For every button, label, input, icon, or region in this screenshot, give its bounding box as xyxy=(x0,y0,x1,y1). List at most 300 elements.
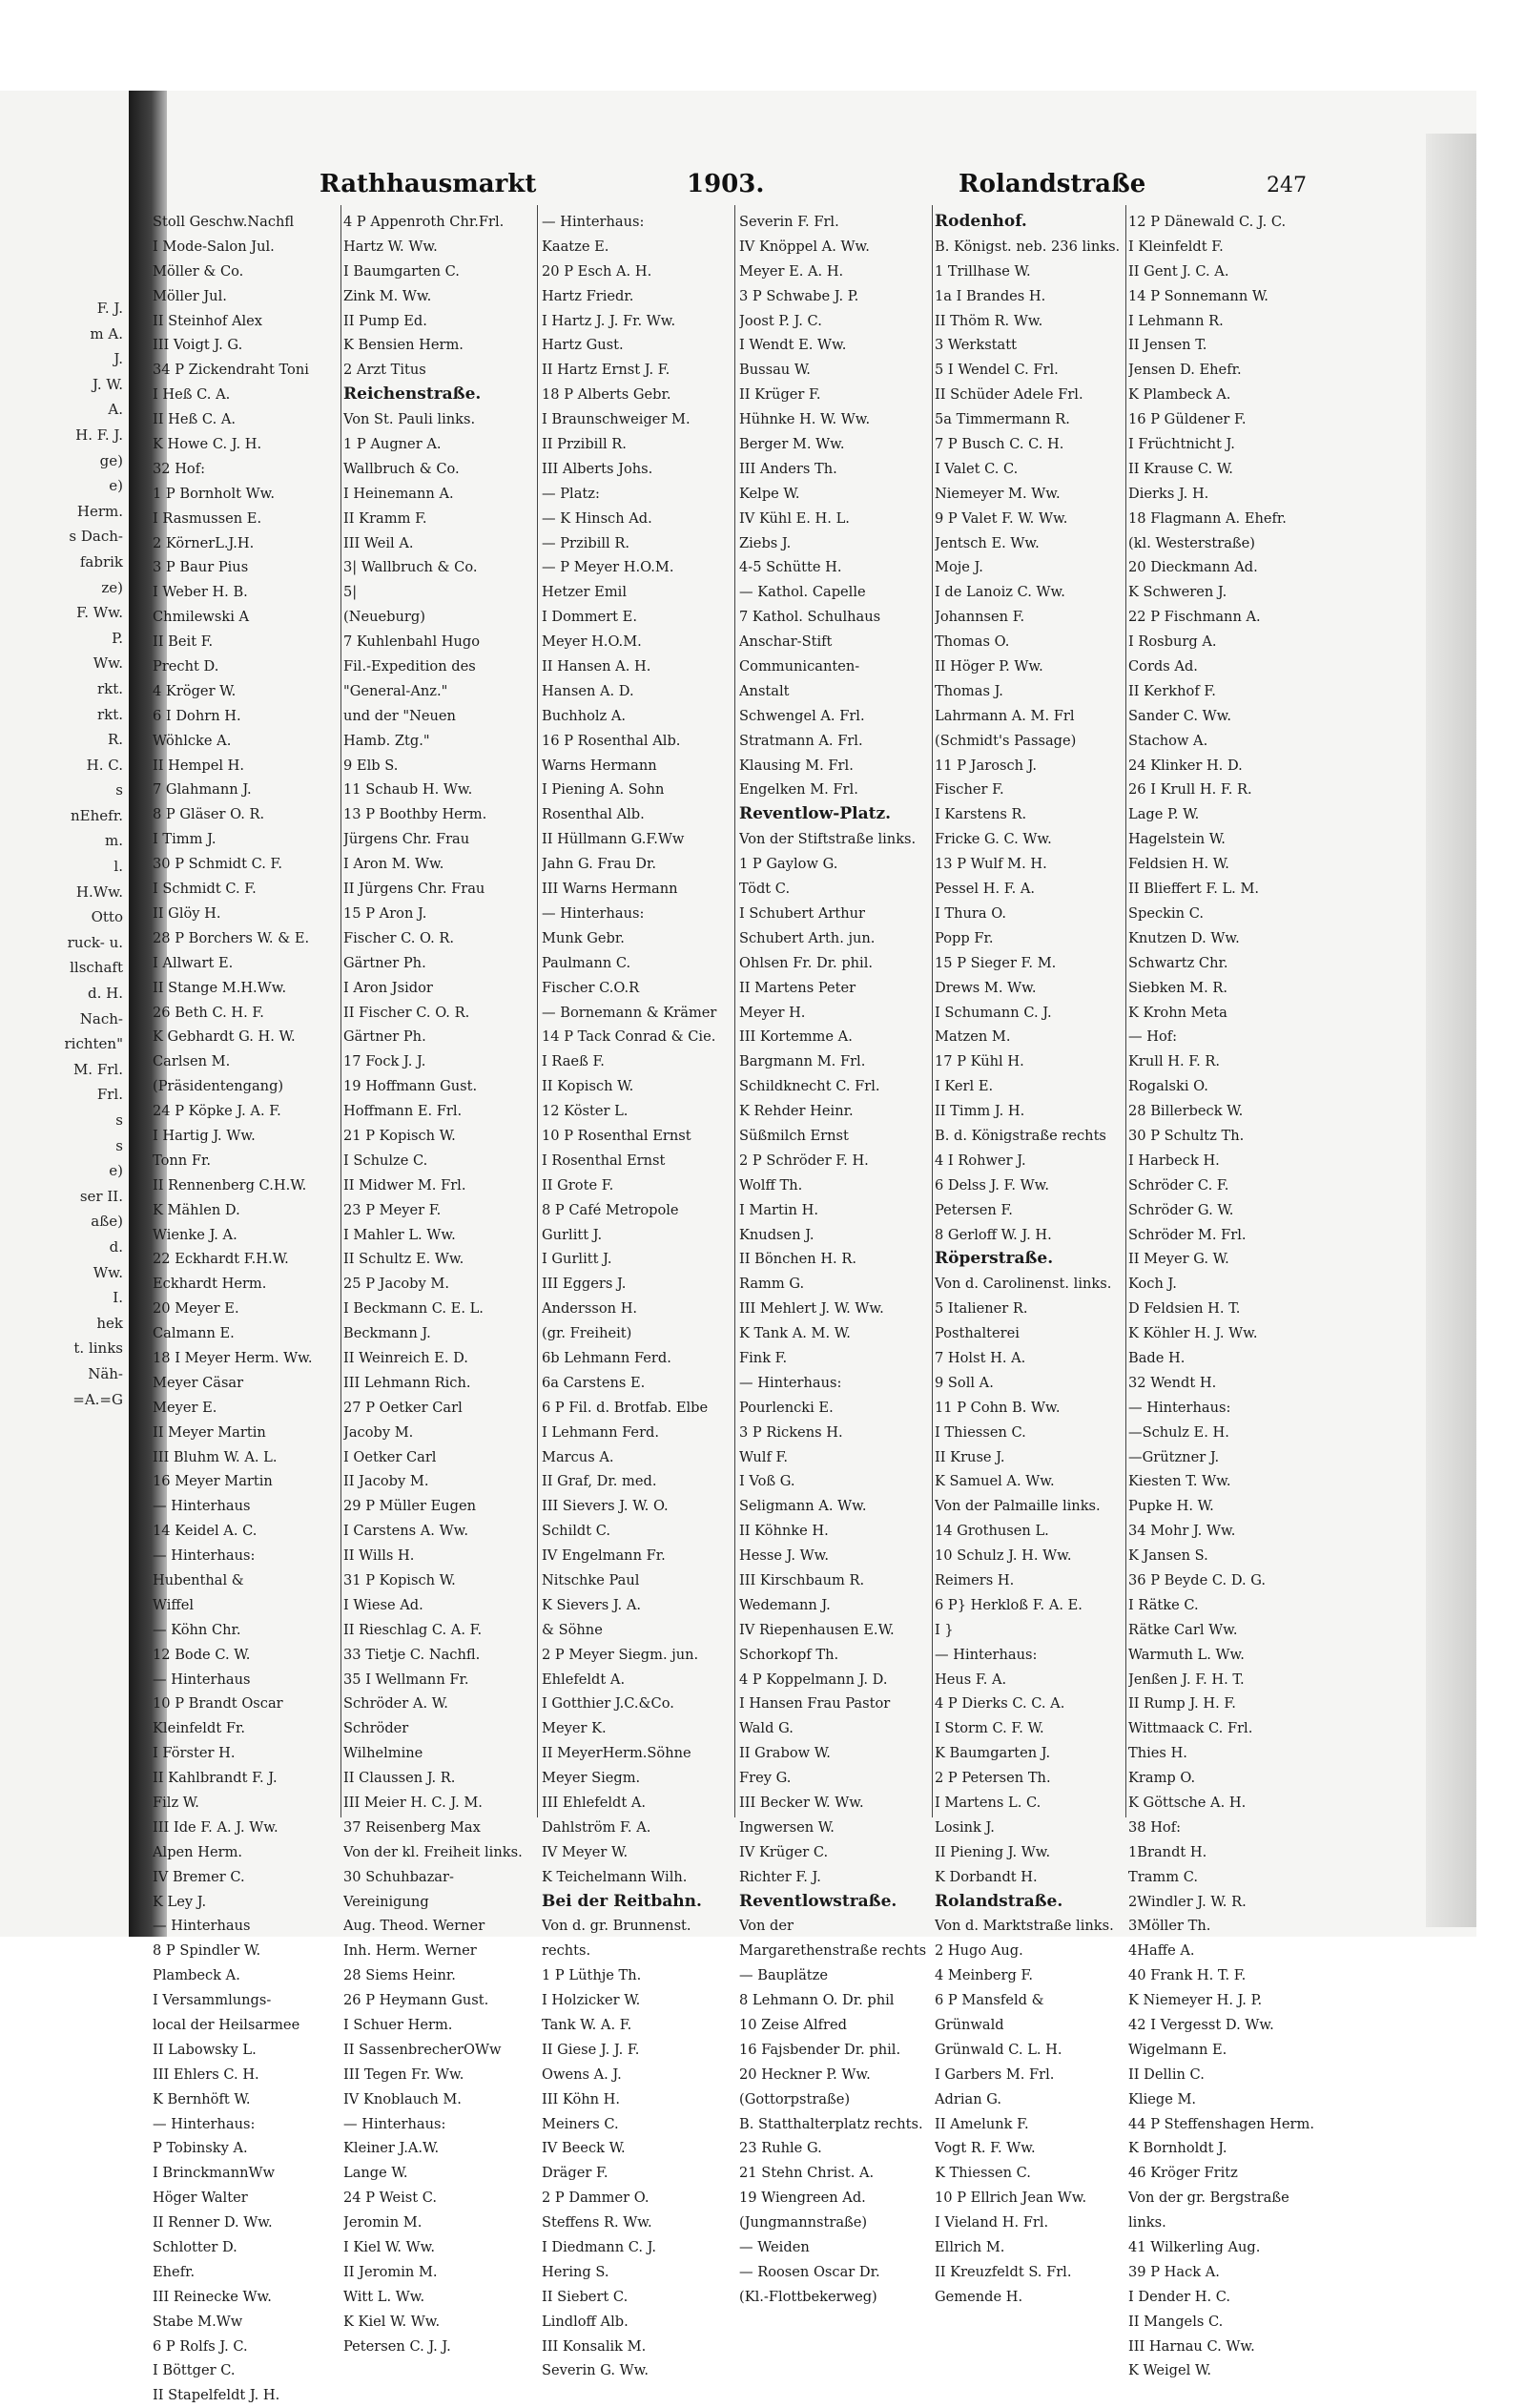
directory-entry: Fink F. xyxy=(739,1349,788,1366)
directory-entry: 8 P Spindler W. xyxy=(153,1942,261,1960)
directory-entry: K Kiel W. Ww. xyxy=(343,2313,441,2330)
directory-entry: I Thiessen C. xyxy=(935,1423,1026,1441)
directory-entry: 6a Carstens E. xyxy=(542,1374,646,1391)
directory-entry: Schildt C. xyxy=(542,1523,611,1540)
directory-entry: (gr. Freiheit) xyxy=(542,1325,632,1342)
directory-entry: Frey G. xyxy=(739,1770,792,1787)
prev-page-line: rkt. xyxy=(96,679,123,697)
directory-entry: II Pump Ed. xyxy=(343,312,427,329)
directory-entry: I de Lanoiz C. Ww. xyxy=(935,584,1065,601)
directory-entry: I Carstens A. Ww. xyxy=(343,1523,468,1540)
directory-entry: Schröder A. W. xyxy=(343,1695,448,1713)
directory-entry: I Böttger C. xyxy=(153,2362,236,2379)
directory-entry: Schröder xyxy=(343,1720,409,1737)
directory-entry: K Samuel A. Ww. xyxy=(935,1473,1055,1490)
directory-entry: Thies H. xyxy=(1128,1745,1187,1762)
directory-entry: 28 Billerbeck W. xyxy=(1128,1103,1244,1120)
directory-entry: — Hinterhaus: xyxy=(153,2115,256,2132)
directory-entry: Drews M. Ww. xyxy=(935,979,1037,996)
directory-entry: IV Beeck W. xyxy=(542,2140,626,2157)
directory-entry: Dräger F. xyxy=(542,2165,608,2182)
directory-entry: (Neueburg) xyxy=(343,609,425,626)
directory-entry: 9 P Valet F. W. Ww. xyxy=(935,509,1068,527)
page-number: 247 xyxy=(1267,174,1307,197)
directory-entry: Vogt R. F. Ww. xyxy=(935,2140,1036,2157)
directory-entry: 3Möller Th. xyxy=(1128,1918,1211,1935)
directory-entry: II Claussen J. R. xyxy=(343,1770,456,1787)
directory-entry: Wöhlcke A. xyxy=(153,732,232,749)
directory-entry: — Bauplätze xyxy=(739,1967,828,1984)
directory-entry: III Kirschbaum R. xyxy=(739,1571,865,1588)
directory-entry: II Wills H. xyxy=(343,1547,415,1565)
prev-page-line: rkt. xyxy=(96,705,123,723)
directory-entry: — P Meyer H.O.M. xyxy=(542,559,674,576)
directory-entry: Fischer C.O.R xyxy=(542,979,640,996)
directory-entry: — Hinterhaus: xyxy=(542,214,645,230)
directory-entry: Wallbruch & Co. xyxy=(343,460,460,477)
directory-entry: Tramm C. xyxy=(1128,1868,1199,1885)
directory-entry: Posthalterei xyxy=(935,1325,1020,1342)
directory-entry: 2 KörnerL.J.H. xyxy=(153,534,255,551)
directory-entry: IV Knöppel A. Ww. xyxy=(739,238,870,255)
directory-entry: 28 P Borchers W. & E. xyxy=(153,929,310,946)
directory-entry: Petersen C. J. J. xyxy=(343,2337,451,2355)
column-2 xyxy=(343,210,534,2358)
directory-entry: II Hansen A. H. xyxy=(542,658,651,675)
directory-entry: 12 P Dänewald C. J. C. xyxy=(1128,214,1287,230)
directory-entry: K Schweren J. xyxy=(1128,584,1227,601)
directory-entry: II Steinhof Alex xyxy=(153,312,263,329)
directory-entry: I } xyxy=(935,1621,954,1638)
directory-entry: II Heß C. A. xyxy=(153,411,237,428)
directory-entry: 4 I Rohwer J. xyxy=(935,1152,1026,1169)
directory-entry: Chmilewski A xyxy=(153,609,250,626)
directory-entry: rechts. xyxy=(542,1942,591,1960)
directory-entry: 2 Hugo Aug. xyxy=(935,1942,1023,1960)
directory-entry: Calmann E. xyxy=(153,1325,235,1342)
column-1 xyxy=(153,210,348,2408)
directory-entry: Hartz Friedr. xyxy=(542,287,634,304)
directory-entry: Von der Palmaille links. xyxy=(935,1498,1101,1515)
directory-entry: 3 P Rickens H. xyxy=(739,1423,843,1441)
prev-page-line: d. H. xyxy=(88,985,123,1003)
prev-page-line: e) xyxy=(109,1162,123,1180)
directory-entry: links. xyxy=(1128,2214,1166,2232)
prev-page-line: d. xyxy=(109,1237,123,1256)
directory-entry: Klausing M. Frl. xyxy=(739,757,854,774)
prev-page-line: P. xyxy=(112,629,123,647)
directory-entry: Hagelstein W. xyxy=(1128,831,1226,848)
directory-entry: 23 P Meyer F. xyxy=(343,1201,442,1218)
directory-entry: Rätke Carl Ww. xyxy=(1128,1621,1238,1638)
prev-page-line: hek xyxy=(96,1314,123,1332)
directory-entry: Niemeyer M. Ww. xyxy=(935,485,1061,502)
directory-entry: I Schuer Herm. xyxy=(343,2017,453,2034)
directory-entry: 14 Keidel A. C. xyxy=(153,1523,258,1540)
prev-page-line: J. xyxy=(113,350,123,368)
directory-entry: 1 Trillhase W. xyxy=(935,262,1031,280)
prev-page-line: F. J. xyxy=(96,300,123,317)
directory-entry: III Voigt J. G. xyxy=(153,337,243,354)
directory-entry: III Becker W. Ww. xyxy=(739,1795,864,1811)
directory-entry: Hubenthal & xyxy=(153,1571,244,1588)
directory-entry: I Schmidt C. F. xyxy=(153,881,257,898)
directory-entry: Seligmann A. Ww. xyxy=(739,1498,867,1515)
directory-entry: 20 Meyer E. xyxy=(153,1300,239,1318)
directory-entry: II Martens Peter xyxy=(739,979,856,996)
directory-entry: (Jungmannstraße) xyxy=(739,2214,868,2232)
directory-entry: IV Bremer C. xyxy=(153,1868,245,1885)
directory-entry: — Hinterhaus: xyxy=(739,1374,842,1391)
directory-entry: — Hinterhaus xyxy=(153,1918,251,1935)
directory-entry: 30 P Schultz Th. xyxy=(1128,1127,1245,1144)
directory-entry: Kiesten T. Ww. xyxy=(1128,1473,1231,1490)
directory-entry: K Weigel W. xyxy=(1128,2362,1212,2379)
directory-entry: II Thöm R. Ww. xyxy=(935,312,1043,329)
prev-page-line: ze) xyxy=(101,578,123,596)
directory-entry: 9 Elb S. xyxy=(343,757,399,774)
directory-entry: I Heß C. A. xyxy=(153,386,231,404)
directory-entry: — Roosen Oscar Dr. xyxy=(739,2263,880,2280)
directory-entry: Stoll Geschw.Nachfl xyxy=(153,214,295,230)
directory-entry: I Vieland H. Frl. xyxy=(935,2214,1049,2232)
column-separator xyxy=(932,205,933,1817)
directory-entry: III Ehlefeldt A. xyxy=(542,1795,647,1811)
directory-entry: 7 Kuhlenbahl Hugo xyxy=(343,633,481,651)
directory-entry: IV Krüger C. xyxy=(739,1843,829,1860)
header-right-street: Rolandstraße xyxy=(959,170,1146,198)
directory-entry: 36 P Beyde C. D. G. xyxy=(1128,1571,1267,1588)
directory-entry: Wilhelmine xyxy=(343,1745,423,1762)
directory-entry: I Baumgarten C. xyxy=(343,262,460,280)
directory-entry: IV Knoblauch M. xyxy=(343,2090,462,2107)
street-heading: Rolandstraße. xyxy=(935,1891,1063,1911)
directory-entry: 20 Dieckmann Ad. xyxy=(1128,559,1258,576)
directory-entry: Jacoby M. xyxy=(343,1423,414,1441)
directory-entry: 1Brandt H. xyxy=(1128,1843,1207,1860)
directory-entry: Buchholz A. xyxy=(542,707,627,724)
directory-entry: II Timm J. H. xyxy=(935,1103,1025,1120)
directory-entry: 11 Schaub H. Ww. xyxy=(343,781,473,799)
directory-entry: Hühnke H. W. Ww. xyxy=(739,411,871,428)
directory-entry: Kliege M. xyxy=(1128,2090,1197,2107)
directory-entry: II MeyerHerm.Söhne xyxy=(542,1745,691,1762)
directory-entry: I Beckmann C. E. L. xyxy=(343,1300,484,1318)
directory-entry: 8 P Café Metropole xyxy=(542,1201,679,1218)
prev-page-line: fabrik xyxy=(79,552,123,571)
directory-entry: local der Heilsarmee xyxy=(153,2017,300,2034)
directory-entry: B. Statthalterplatz rechts. xyxy=(739,2115,923,2132)
directory-entry: Cords Ad. xyxy=(1128,658,1198,675)
prev-page-line: e) xyxy=(109,477,123,495)
directory-entry: Popp Fr. xyxy=(935,929,994,946)
header-left-street: Rathhausmarkt xyxy=(320,170,537,198)
directory-entry: III Bluhm W. A. L. xyxy=(153,1448,278,1465)
directory-entry: Von d. gr. Brunnenst. xyxy=(542,1918,691,1935)
directory-entry: Munk Gebr. xyxy=(542,929,625,946)
directory-entry: II Labowsky L. xyxy=(153,2041,257,2058)
directory-entry: Hering S. xyxy=(542,2263,609,2280)
directory-entry: I Aron Jsidor xyxy=(343,979,433,996)
prev-page-line: m. xyxy=(105,832,123,850)
directory-entry: Wald G. xyxy=(739,1720,794,1737)
directory-entry: I Valet C. C. xyxy=(935,460,1019,477)
directory-entry: Pessel H. F. A. xyxy=(935,881,1036,898)
directory-entry: Stachow A. xyxy=(1128,732,1208,749)
directory-entry: Fischer C. O. R. xyxy=(343,929,455,946)
directory-entry: Thomas J. xyxy=(935,682,1003,699)
directory-entry: 4 Meinberg F. xyxy=(935,1967,1033,1984)
directory-entry: K Rehder Heinr. xyxy=(739,1103,854,1120)
directory-entry: Margarethenstraße rechts xyxy=(739,1942,927,1960)
directory-entry: Schröder G. W. xyxy=(1128,1201,1234,1218)
directory-entry: 14 Grothusen L. xyxy=(935,1523,1049,1540)
prev-page-line: aße) xyxy=(91,1213,123,1231)
directory-entry: Ohlsen Fr. Dr. phil. xyxy=(739,954,874,971)
prev-page-line: s Dach- xyxy=(69,528,123,546)
directory-entry: III Eggers J. xyxy=(542,1276,627,1293)
directory-entry: 4 P Appenroth Chr.Frl. xyxy=(343,214,505,230)
directory-entry: K Bernhöft W. xyxy=(153,2090,251,2107)
directory-entry: I Storm C. F. W. xyxy=(935,1720,1044,1737)
directory-entry: 28 Siems Heinr. xyxy=(343,1967,456,1984)
directory-entry: Von d. Carolinenst. links. xyxy=(935,1276,1112,1293)
directory-entry: Schwengel A. Frl. xyxy=(739,707,865,724)
prev-page-line: A. xyxy=(108,401,123,419)
directory-entry: II Renner D. Ww. xyxy=(153,2214,273,2232)
prev-page-line: H.Ww. xyxy=(75,882,123,901)
directory-entry: K Ley J. xyxy=(153,1893,207,1910)
directory-entry: — Hinterhaus: xyxy=(542,904,645,922)
directory-entry: II Jürgens Chr. Frau xyxy=(343,881,485,898)
directory-entry: Marcus A. xyxy=(542,1448,614,1465)
directory-entry: Vereinigung xyxy=(343,1893,429,1910)
directory-entry: 7 Glahmann J. xyxy=(153,781,252,799)
directory-entry: 14 P Tack Conrad & Cie. xyxy=(542,1028,716,1046)
directory-entry: Pourlencki E. xyxy=(739,1399,834,1416)
directory-entry: II Kreuzfeldt S. Frl. xyxy=(935,2263,1072,2280)
directory-entry: 6 P} Herkloß F. A. E. xyxy=(935,1596,1083,1613)
directory-entry: I BrinckmannWw xyxy=(153,2165,276,2182)
directory-entry: II Siebert C. xyxy=(542,2288,629,2305)
directory-entry: Krull H. F. R. xyxy=(1128,1053,1221,1070)
directory-entry: 3| Wallbruch & Co. xyxy=(343,559,478,576)
directory-entry: II Bönchen H. R. xyxy=(739,1251,856,1268)
directory-entry: 3 P Baur Pius xyxy=(153,559,249,576)
directory-entry: 46 Kröger Fritz xyxy=(1128,2165,1238,2182)
directory-entry: 20 Heckner P. Ww. xyxy=(739,2065,871,2083)
directory-entry: III Sievers J. W. O. xyxy=(542,1498,669,1515)
directory-entry: Fischer F. xyxy=(935,781,1004,799)
directory-entry: 40 Frank H. T. F. xyxy=(1128,1967,1247,1984)
column-3 xyxy=(542,210,723,2383)
directory-entry: — Hinterhaus: xyxy=(153,1547,256,1565)
directory-entry: Stratmann A. Frl. xyxy=(739,732,863,749)
directory-entry: — Platz: xyxy=(542,485,600,502)
directory-entry: Lange W. xyxy=(343,2165,408,2182)
directory-entry: III Anders Th. xyxy=(739,460,837,477)
directory-entry: Gärtner Ph. xyxy=(343,1028,426,1046)
directory-entry: 8 Gerloff W. J. H. xyxy=(935,1226,1052,1243)
prev-page-line: Otto xyxy=(91,908,123,926)
directory-entry: (Gottorpstraße) xyxy=(739,2090,851,2107)
directory-entry: Wittmaack C. Frl. xyxy=(1128,1720,1253,1737)
directory-entry: 17 P Kühl H. xyxy=(935,1053,1024,1070)
directory-entry: — Hinterhaus: xyxy=(1128,1399,1231,1416)
directory-entry: Rogalski O. xyxy=(1128,1078,1208,1095)
directory-entry: 2 P Schröder F. H. xyxy=(739,1152,869,1169)
directory-entry: I Schulze C. xyxy=(343,1152,428,1169)
directory-entry: Knudsen J. xyxy=(739,1226,815,1243)
directory-entry: 5 Italiener R. xyxy=(935,1300,1028,1318)
directory-entry: III Lehmann Rich. xyxy=(343,1374,471,1391)
directory-entry: I Timm J. xyxy=(153,831,217,848)
directory-entry: Plambeck A. xyxy=(153,1967,240,1984)
directory-entry: II Kruse J. xyxy=(935,1448,1005,1465)
column-5 xyxy=(935,210,1121,2310)
directory-entry: II Rieschlag C. A. F. xyxy=(343,1621,483,1638)
directory-entry: I Hartig J. Ww. xyxy=(153,1127,256,1144)
directory-entry: "General-Anz." xyxy=(343,682,448,699)
directory-entry: II Kahlbrandt F. J. xyxy=(153,1770,278,1787)
directory-entry: 32 Wendt H. xyxy=(1128,1374,1217,1391)
prev-page-line: M. Frl. xyxy=(72,1060,123,1078)
directory-entry: Jentsch E. Ww. xyxy=(935,534,1040,551)
prev-page-line: llschaft xyxy=(70,959,123,977)
directory-entry: Höger Walter xyxy=(153,2190,248,2207)
directory-entry: P Tobinsky A. xyxy=(153,2140,248,2157)
directory-entry: 29 P Müller Eugen xyxy=(343,1498,477,1515)
directory-entry: IV Engelmann Fr. xyxy=(542,1547,666,1565)
directory-entry: I Heinemann A. xyxy=(343,485,454,502)
directory-entry: III Weil A. xyxy=(343,534,414,551)
directory-entry: II Rennenberg C.H.W. xyxy=(153,1176,307,1194)
directory-entry: 39 P Hack A. xyxy=(1128,2263,1220,2280)
directory-entry: Dierks J. H. xyxy=(1128,485,1209,502)
directory-entry: 13 P Wulf M. H. xyxy=(935,856,1047,873)
directory-entry: I Mode-Salon Jul. xyxy=(153,238,275,255)
directory-entry: II Hempel H. xyxy=(153,757,245,774)
directory-entry: II Hüllmann G.F.Ww xyxy=(542,831,685,848)
directory-entry: 7 Kathol. Schulhaus xyxy=(739,609,881,626)
directory-entry: I Voß G. xyxy=(739,1473,795,1490)
directory-entry: K Dorbandt H. xyxy=(935,1868,1038,1885)
directory-entry: Hesse J. Ww. xyxy=(739,1547,830,1565)
directory-entry: III Harnau C. Ww. xyxy=(1128,2337,1255,2355)
directory-entry: 1 P Bornholt Ww. xyxy=(153,485,276,502)
directory-entry: I Piening A. Sohn xyxy=(542,781,665,799)
directory-entry: 8 Lehmann O. Dr. phil xyxy=(739,1992,895,2009)
directory-entry: III Köhn H. xyxy=(542,2090,621,2107)
directory-entry: Reimers H. xyxy=(935,1571,1015,1588)
directory-entry: I Hansen Frau Pastor xyxy=(739,1695,891,1713)
directory-entry: K Bensien Herm. xyxy=(343,337,464,354)
page-edge xyxy=(1426,134,1476,1927)
directory-entry: Witt L. Ww. xyxy=(343,2288,425,2305)
directory-entry: 42 I Vergesst D. Ww. xyxy=(1128,2017,1274,2034)
directory-entry: Wienke J. A. xyxy=(153,1226,237,1243)
directory-entry: Lahrmann A. M. Frl xyxy=(935,707,1075,724)
directory-entry: 9 Soll A. xyxy=(935,1374,994,1391)
street-heading: Reventlowstraße. xyxy=(739,1891,897,1911)
directory-entry: K Krohn Meta xyxy=(1128,1004,1227,1021)
directory-entry: I Martens L. C. xyxy=(935,1795,1041,1811)
directory-entry: Paulmann C. xyxy=(542,954,631,971)
directory-entry: K Jansen S. xyxy=(1128,1547,1208,1565)
prev-page-line: ge) xyxy=(99,451,123,469)
directory-entry: Fil.-Expedition des xyxy=(343,658,476,675)
directory-entry: I Raeß F. xyxy=(542,1053,605,1070)
directory-entry: Ziebs J. xyxy=(739,534,792,551)
directory-entry: II Midwer M. Frl. xyxy=(343,1176,466,1194)
prev-page-line: =A.=G xyxy=(72,1390,123,1408)
directory-entry: Feldsien H. W. xyxy=(1128,856,1229,873)
directory-entry: I Früchtnicht J. xyxy=(1128,436,1235,453)
directory-entry: —Schulz E. H. xyxy=(1128,1423,1229,1441)
directory-entry: Möller & Co. xyxy=(153,262,244,280)
directory-entry: 22 P Fischmann A. xyxy=(1128,609,1261,626)
directory-entry: 22 Eckhardt F.H.W. xyxy=(153,1251,289,1268)
directory-entry: Hamb. Ztg." xyxy=(343,732,430,749)
directory-entry: 4 P Koppelmann J. D. xyxy=(739,1671,888,1688)
directory-entry: Moje J. xyxy=(935,559,983,576)
directory-entry: 30 P Schmidt C. F. xyxy=(153,856,283,873)
directory-entry: und der "Neuen xyxy=(343,707,456,724)
column-separator xyxy=(1125,205,1126,1817)
previous-page-fragment xyxy=(0,91,129,1937)
prev-page-line: H. C. xyxy=(86,756,123,774)
directory-entry: 26 Beth C. H. F. xyxy=(153,1004,264,1021)
directory-entry: Kramp O. xyxy=(1128,1770,1196,1787)
prev-page-line: Ww. xyxy=(93,654,123,673)
directory-entry: (Präsidentengang) xyxy=(153,1078,284,1095)
directory-entry: Petersen F. xyxy=(935,1201,1013,1218)
directory-entry: Bade H. xyxy=(1128,1349,1186,1366)
directory-entry: — Hof: xyxy=(1128,1028,1178,1046)
directory-entry: II Mangels C. xyxy=(1128,2313,1224,2330)
directory-entry: K Bornholdt J. xyxy=(1128,2140,1227,2157)
directory-entry: — Weiden xyxy=(739,2239,810,2256)
directory-entry: 41 Wilkerling Aug. xyxy=(1128,2239,1261,2256)
directory-entry: K Sievers J. A. xyxy=(542,1596,642,1613)
directory-entry: Knutzen D. Ww. xyxy=(1128,929,1240,946)
directory-entry: Von der Stiftstraße links. xyxy=(739,831,917,848)
directory-entry: Hansen A. D. xyxy=(542,682,634,699)
directory-entry: 24 P Weist C. xyxy=(343,2190,438,2207)
directory-entry: Tank W. A. F. xyxy=(542,2017,632,2034)
directory-entry: I Thura O. xyxy=(935,904,1006,922)
directory-entry: I Kleinfeldt F. xyxy=(1128,238,1224,255)
directory-entry: II Weinreich E. D. xyxy=(343,1349,468,1366)
directory-entry: I Mahler L. Ww. xyxy=(343,1226,456,1243)
previous-page-text xyxy=(0,296,129,1412)
directory-entry: 3 Werkstatt xyxy=(935,337,1017,354)
prev-page-line: t. links xyxy=(73,1339,123,1358)
prev-page-line: H. F. J. xyxy=(75,426,123,444)
directory-entry: —Grützner J. xyxy=(1128,1448,1220,1465)
prev-page-line: Näh- xyxy=(88,1364,123,1382)
column-separator xyxy=(340,205,341,1817)
directory-entry: 6b Lehmann Ferd. xyxy=(542,1349,671,1366)
directory-entry: II Giese J. J. F. xyxy=(542,2041,640,2058)
directory-entry: B. Königst. neb. 236 links. xyxy=(935,238,1121,255)
directory-entry: — Hinterhaus: xyxy=(935,1646,1038,1663)
column-separator xyxy=(734,205,735,1817)
directory-entry: II Fischer C. O. R. xyxy=(343,1004,470,1021)
directory-entry: Von der kl. Freiheit links. xyxy=(343,1843,523,1860)
directory-entry: Losink J. xyxy=(935,1818,995,1836)
directory-entry: II Kerkhof F. xyxy=(1128,682,1216,699)
